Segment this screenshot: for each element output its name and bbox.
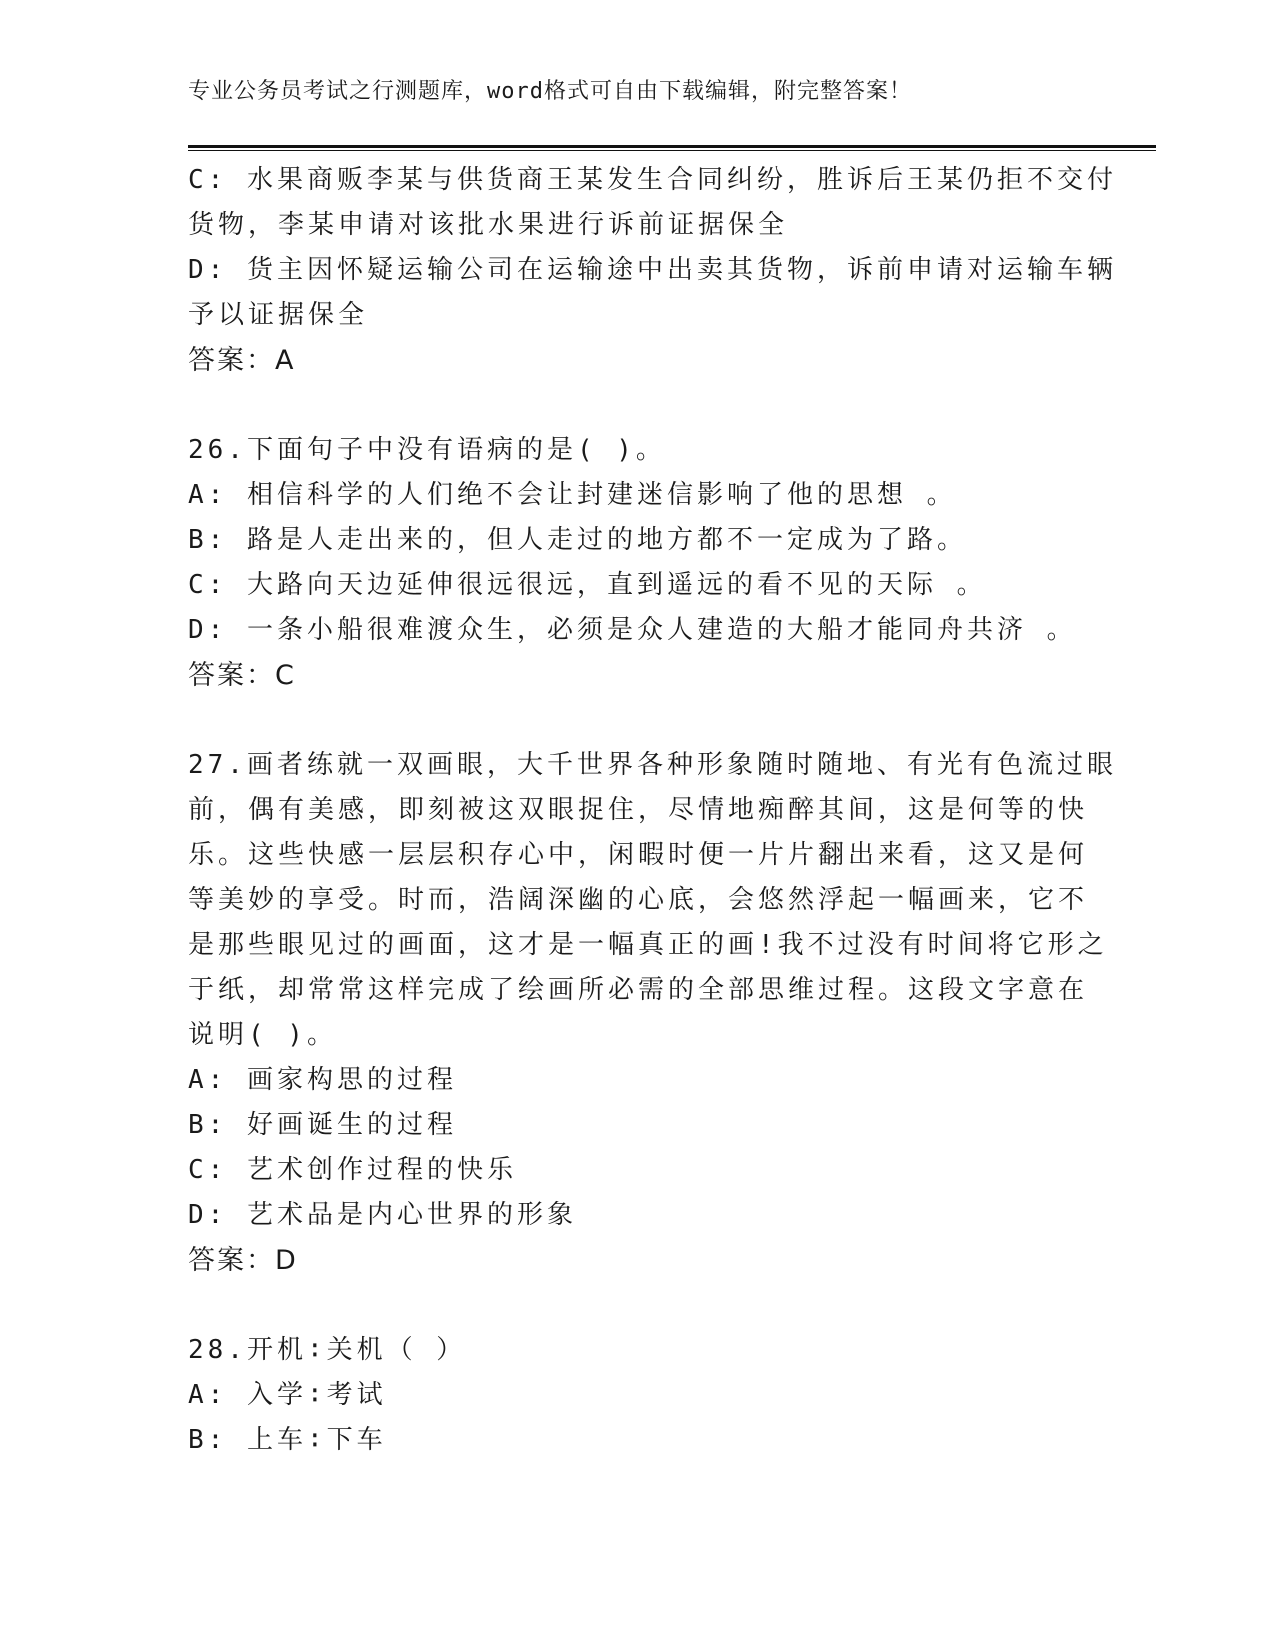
option-d-line-1: D: 货主因怀疑运输公司在运输途中出卖其货物，诉前申请对运输车辆 [188,255,1117,285]
option-c-line-1: C: 水果商贩李某与供货商王某发生合同纠纷，胜诉后王某仍拒不交付 [188,165,1117,195]
spacer [188,1283,1108,1328]
previous-question [188,158,1117,383]
question-content [188,158,1117,1463]
question-stem-line: 乐。这些快感一层层积存心中，闲暇时便一片片翻出来看，这又是何 [188,840,1089,870]
question-stem-line: 等美妙的享受。时而，浩阔深幽的心底，会悠然浮起一幅画来，它不 [188,885,1089,915]
question-stem-line: 于纸，却常常这样完成了绘画所必需的全部思维过程。这段文字意在 [188,975,1089,1005]
question-28 [188,1328,1108,1463]
question-27 [188,743,1117,1283]
spacer [188,383,1108,428]
option-c-line-2: 货物，李某申请对该批水果进行诉前证据保全 [188,210,789,240]
question-stem-line: 说明( )。 [188,1020,337,1050]
option-b: B: 好画诞生的过程 [188,1110,457,1140]
question-stem-line: 是那些眼见过的画面，这才是一幅真正的画!我不过没有时间将它形之 [188,930,1108,960]
question-26 [188,428,1108,698]
option-a: A: 入学∶考试 [188,1380,387,1410]
answer-label: 答案：A [188,345,296,376]
option-d: D: 一条小船很难渡众生，必须是众人建造的大船才能同舟共济 。 [188,615,1077,645]
option-c: C: 艺术创作过程的快乐 [188,1155,517,1185]
page-header: 专业公务员考试之行测题库，word格式可自由下载编辑，附完整答案！ [188,79,912,104]
option-d-line-2: 予以证据保全 [188,300,369,330]
option-a: A: 画家构思的过程 [188,1065,457,1095]
option-c: C: 大路向天边延伸很远很远，直到遥远的看不见的天际 。 [188,570,987,600]
header-rule-thin [188,150,1156,151]
question-stem: 26.下面句子中没有语病的是( )。 [188,435,666,465]
question-stem-line: 前，偶有美感，即刻被这双眼捉住，尽情地痴醉其间，这是何等的快 [188,795,1089,825]
option-b: B: 上车∶下车 [188,1425,387,1455]
answer-label: 答案：C [188,660,296,691]
answer-label: 答案：D [188,1245,298,1276]
option-a: A: 相信科学的人们绝不会让封建迷信影响了他的思想 。 [188,480,957,510]
question-stem: 28.开机∶关机（ ） [188,1335,467,1365]
question-stem-line: 27.画者练就一双画眼，大千世界各种形象随时随地、有光有色流过眼 [188,750,1117,780]
spacer [188,698,1108,743]
header-rule-thick [188,145,1156,148]
option-b: B: 路是人走出来的，但人走过的地方都不一定成为了路。 [188,525,967,555]
option-d: D: 艺术品是内心世界的形象 [188,1200,577,1230]
